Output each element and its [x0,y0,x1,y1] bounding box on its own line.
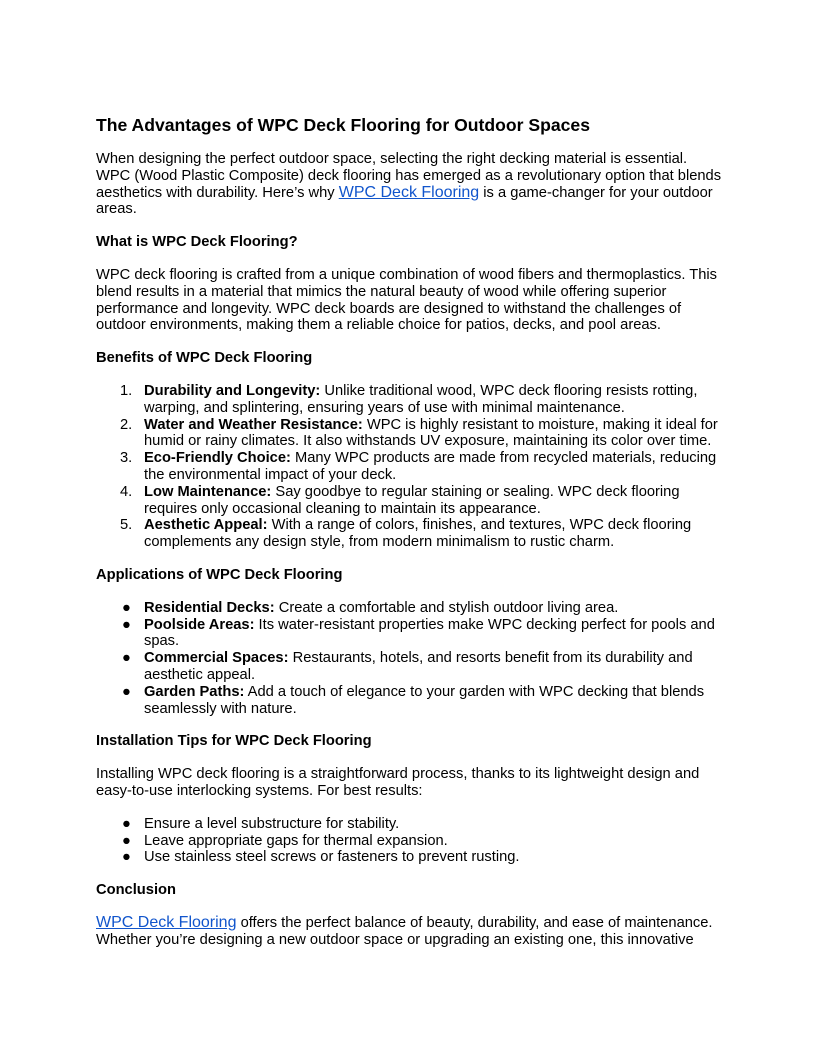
benefit-term: Aesthetic Appeal: [144,517,268,534]
list-marker: 2. [120,416,133,433]
what-is-heading: What is WPC Deck Flooring? [96,234,298,251]
benefits-heading: Benefits of WPC Deck Flooring [96,350,313,367]
list-item [96,650,724,684]
bullet-icon: ● [122,616,131,633]
bullet-icon: ● [122,815,131,832]
benefit-text: With a range of colors, finishes, and textures, WPC deck flooring complements any design style, from modern minimalism to rustic charm. [144,517,692,551]
benefits-list [96,383,724,551]
benefit-term: Eco-Friendly Choice: [144,450,291,467]
bullet-icon: ● [122,683,131,700]
list-item [96,617,724,651]
conclusion-paragraph [96,915,724,949]
benefit-text: WPC is highly resistant to moisture, making it ideal for humid or rainy climates. It also withstands UV exposure, maintaining its color over time. [144,416,718,450]
document-body [96,114,724,948]
applications-list [96,600,724,718]
page-title: The Advantages of WPC Deck Flooring for Outdoor Spaces [96,115,590,135]
bullet-icon: ● [122,650,131,667]
list-marker: 1. [120,382,133,399]
tip-text: Leave appropriate gaps for thermal expansion. [144,832,448,849]
installation-heading: Installation Tips for WPC Deck Flooring [96,733,372,750]
application-term: Poolside Areas: [144,616,255,633]
list-item [96,684,724,718]
tip-text: Use stainless steel screws or fasteners to prevent rusting. [144,849,520,866]
tip-text: Ensure a level substructure for stability. [144,815,400,832]
list-item [96,417,724,451]
application-text: Create a comfortable and stylish outdoor living area. [274,599,619,616]
bullet-icon: ● [122,849,131,866]
benefit-term: Water and Weather Resistance: [144,416,363,433]
application-term: Commercial Spaces: [144,650,289,667]
list-item [96,600,724,617]
benefit-text: Unlike traditional wood, WPC deck flooring resists rotting, warping, and splintering, ensuring years of use with minimal maintenance. [144,382,698,416]
intro-text-end: is a game-changer for your outdoor areas. [96,184,713,218]
list-item [96,849,724,866]
application-text: Restaurants, hotels, and resorts benefit from its durability and aesthetic appeal. [144,650,693,683]
list-item [96,484,724,518]
benefit-term: Durability and Longevity: [144,382,321,399]
application-term: Residential Decks: [144,599,275,616]
list-item [96,833,724,850]
list-item [96,450,724,484]
application-text: Its water-resistant properties make WPC decking perfect for pools and spas. [144,616,715,650]
list-marker: 4. [120,483,133,500]
wpc-deck-flooring-link[interactable]: WPC Deck Flooring [96,913,237,931]
what-is-paragraph: WPC deck flooring is crafted from a unique combination of wood fibers and thermoplastics. This blend results in a material that mimics the natural beauty of wood while offering superior performance and longevity. WPC deck boards are designed to withstand the challenges of outdoor environments, making them a reliable choice for patios, decks, and pool areas. [96,266,717,334]
intro-paragraph [96,151,724,218]
benefit-text: Say goodbye to regular staining or sealing. WPC deck flooring requires only occasional cleaning to maintain its appearance. [144,483,680,517]
conclusion-text: offers the perfect balance of beauty, durability, and ease of maintenance. Whether you’re designing a new outdoor space or upgrading an existing one, this innovative [96,914,713,948]
application-term: Garden Paths: [144,683,245,700]
list-marker: 5. [120,517,133,534]
applications-heading: Applications of WPC Deck Flooring [96,566,343,583]
intro-text-start: When designing the perfect outdoor space, selecting the right decking material is essential. WPC (Wood Plastic Composite) deck flooring has emerged as a revolutionary option that blends aesthetics with durability. Here’s why [96,151,722,201]
application-text: Add a touch of elegance to your garden with WPC decking that blends seamlessly with nature. [144,683,705,717]
installation-paragraph: Installing WPC deck flooring is a straightforward process, thanks to its lightweight design and easy-to-use interlocking systems. For best results: [96,766,700,799]
list-item [96,816,724,833]
benefit-text: Many WPC products are made from recycled materials, reducing the environmental impact of your deck. [144,450,717,483]
benefit-term: Low Maintenance: [144,483,272,500]
bullet-icon: ● [122,832,131,849]
list-item [96,517,724,551]
installation-list [96,816,724,866]
wpc-deck-flooring-link[interactable]: WPC Deck Flooring [338,183,480,201]
conclusion-heading: Conclusion [96,882,176,899]
list-marker: 3. [120,450,133,467]
list-item [96,383,724,417]
bullet-icon: ● [122,599,131,616]
